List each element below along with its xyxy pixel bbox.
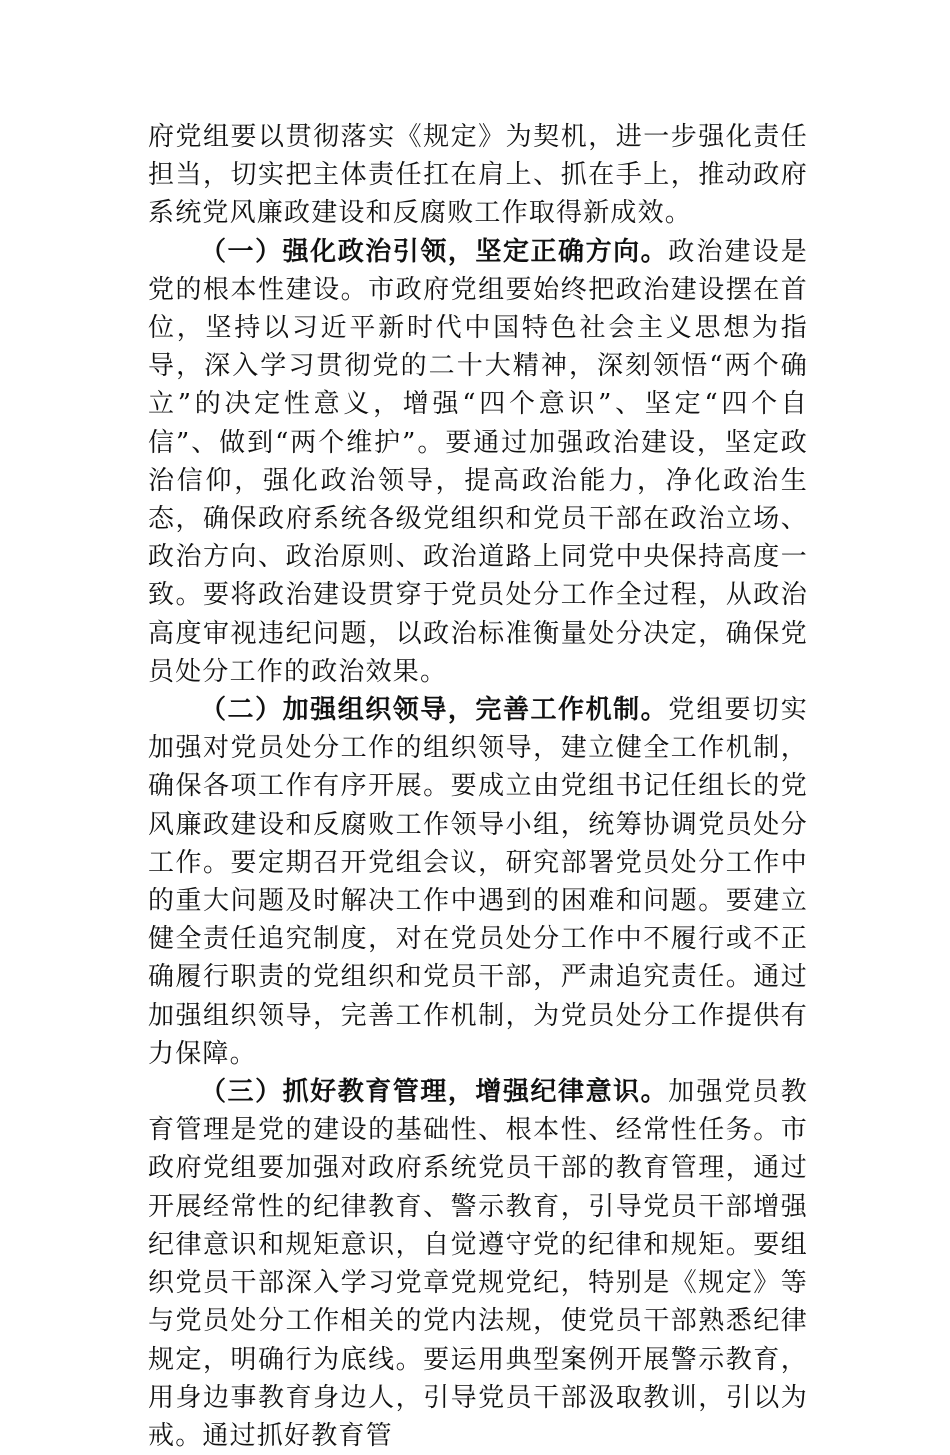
section-heading-2: （二）加强组织领导，完善工作机制。 bbox=[200, 695, 669, 726]
paragraph-section-1 bbox=[148, 233, 808, 691]
paragraph-text: 加强党员教育管理是党的建设的基础性、根本性、经常性任务。市政府党组要加强对政府系统党员干部的教育管理，通过开展经常性的纪律教育、警示教育，引导党员干部增强纪律意识和规矩意识，自觉遵守党的纪律和规矩。要组织党员干部深入学习党章党规党纪，特别是《规定》等与党员处分工作相关的党内法规，使党员干部熟悉纪律规定，明确行为底线。要运用典型案例开展警示教育，用身边事教育身边人，引导党员干部汲取教训，引以为戒。通过抓好教育管 bbox=[148, 1077, 808, 1451]
paragraph-intro-continuation bbox=[148, 118, 808, 233]
paragraph-section-3 bbox=[148, 1073, 808, 1455]
document-body bbox=[148, 118, 808, 1455]
paragraph-section-2 bbox=[148, 691, 808, 1073]
paragraph-text: 政治建设是党的根本性建设。市政府党组要始终把政治建设摆在首位，坚持以习近平新时代中国特色社会主义思想为指导，深入学习贯彻党的二十大精神，深刻领悟“两个确立”的决定性意义，增强“四个意识”、坚定“四个自信”、做到“两个维护”。要通过加强政治建设，坚定政治信仰，强化政治领导，提高政治能力，净化政治生态，确保政府系统各级党组织和党员干部在政治立场、政治方向、政治原则、政治道路上同党中央保持高度一致。要将政治建设贯穿于党员处分工作全过程，从政治高度审视违纪问题，以政治标准衡量处分决定，确保党员处分工作的政治效果。 bbox=[148, 236, 808, 687]
paragraph-text: 党组要切实加强对党员处分工作的组织领导，建立健全工作机制，确保各项工作有序开展。要成立由党组书记任组长的党风廉政建设和反腐败工作领导小组，统筹协调党员处分工作。要定期召开党组会议，研究部署党员处分工作中的重大问题及时解决工作中遇到的困难和问题。要建立健全责任追究制度，对在党员处分工作中不履行或不正确履行职责的党组织和党员干部，严肃追究责任。通过加强组织领导，完善工作机制，为党员处分工作提供有力保障。 bbox=[148, 695, 808, 1069]
paragraph-text: 府党组要以贯彻落实《规定》为契机，进一步强化责任担当，切实把主体责任扛在肩上、抓在手上，推动政府系统党风廉政建设和反腐败工作取得新成效。 bbox=[148, 122, 808, 229]
section-heading-1: （一）强化政治引领，坚定正确方向。 bbox=[200, 236, 669, 267]
section-heading-3: （三）抓好教育管理，增强纪律意识。 bbox=[200, 1077, 669, 1108]
